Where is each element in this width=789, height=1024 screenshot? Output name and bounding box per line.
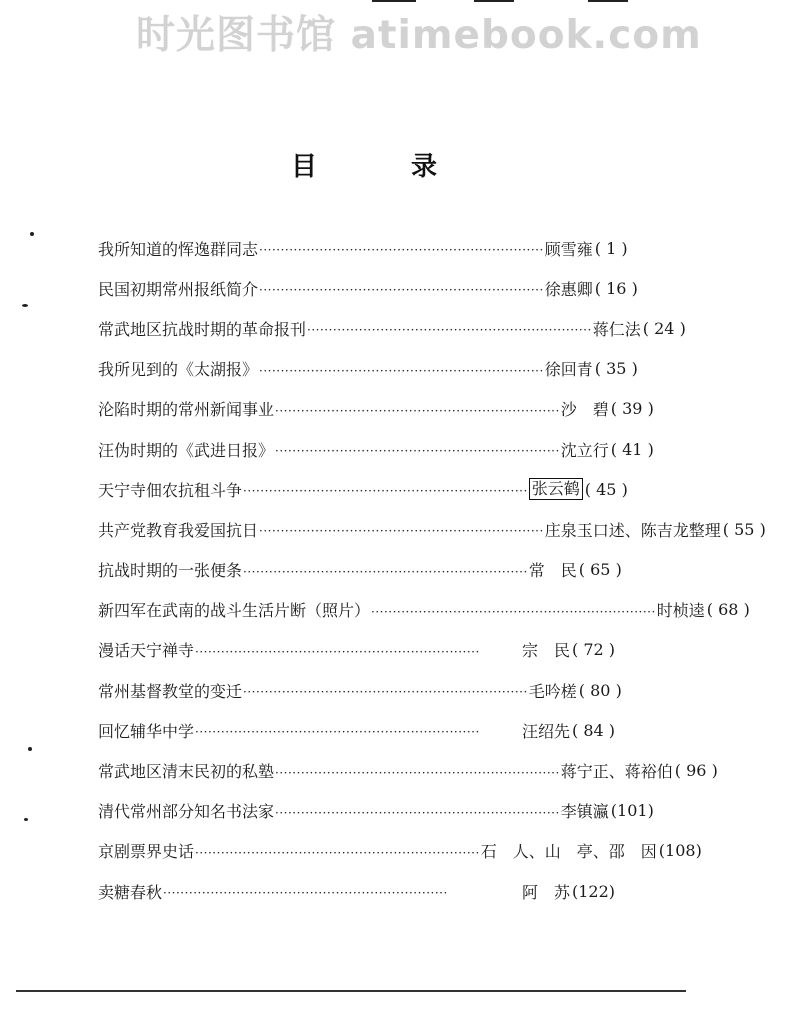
toc-entry-title: 回忆辅华中学: [98, 721, 195, 741]
toc-entry-page: ( 24 ): [642, 318, 686, 338]
toc-entry[interactable]: [98, 710, 638, 750]
toc-leader-dots: ··································································: [259, 524, 544, 539]
toc-entry-page: ( 41 ): [610, 439, 654, 459]
toc-entry-title: 常武地区清末民初的私塾: [98, 762, 275, 782]
toc-leader-dots: ··································································: [275, 805, 560, 820]
toc-entry-page: ( 65 ): [578, 560, 622, 580]
toc-entry-page: ( 39 ): [610, 399, 654, 419]
toc-entry-author: 汪绍先: [521, 721, 570, 741]
toc-entry-author: 庄泉玉口述、陈吉龙整理: [544, 520, 721, 540]
toc-entry[interactable]: [98, 670, 638, 710]
toc-entry-page: ( 96 ): [674, 761, 718, 781]
page-title: [0, 150, 704, 190]
toc-entry-title: 天宁寺佃农抗租斗争: [98, 480, 243, 500]
toc-leader-dots: ··································································: [307, 323, 592, 338]
toc-entry-title: 漫话天宁禅寺: [98, 641, 195, 661]
top-rule: [372, 0, 416, 2]
page-title-char-2: 录: [411, 152, 438, 182]
toc-entry-title: 卖糖春秋: [98, 882, 163, 902]
toc-entry[interactable]: [98, 630, 638, 670]
toc-leader-dots: ··································································: [275, 444, 560, 459]
toc-entry-author: 徐惠卿: [544, 279, 593, 299]
toc-entry-author: 蒋仁法: [592, 319, 641, 339]
toc-entry-author: 常 民: [528, 561, 577, 581]
toc-leader-dots: ··································································: [195, 845, 480, 860]
toc-entry[interactable]: [98, 750, 718, 790]
toc-entry-author: 李镇瀛: [560, 802, 609, 822]
toc-entry[interactable]: [98, 871, 638, 911]
toc-entry-author: 阿 苏: [521, 882, 570, 902]
scan-speck: [28, 747, 32, 751]
scan-speck: [30, 232, 34, 236]
toc-entry[interactable]: [98, 791, 654, 831]
toc-entry-page: ( 55 ): [722, 519, 766, 539]
toc-entry-author: 毛吟槎: [528, 681, 577, 701]
toc-entry-page: ( 1 ): [594, 238, 628, 258]
toc-entry-title: 沦陷时期的常州新闻事业: [98, 400, 275, 420]
toc-leader-dots: ··································································: [275, 765, 560, 780]
toc-entry-page: (122): [572, 881, 616, 901]
toc-entry-author: 时桢逵: [656, 601, 705, 621]
toc-leader-dots: ··································································: [259, 243, 544, 258]
toc-leader-dots: ··································································: [243, 484, 528, 499]
toc-entry-title: 我所知道的恽逸群同志: [98, 239, 259, 259]
toc-leader-dots: ··································································: [243, 685, 528, 700]
toc-entry[interactable]: [98, 509, 766, 549]
toc-entry-title: 清代常州部分知名书法家: [98, 802, 275, 822]
toc-entry-page: (108): [658, 841, 702, 861]
toc-entry[interactable]: [98, 590, 750, 630]
toc-leader-dots: ··································································: [195, 644, 480, 659]
toc-entry-author-boxed: 张云鹤: [529, 478, 583, 500]
toc-entry[interactable]: [98, 429, 654, 469]
toc-entry[interactable]: [98, 349, 638, 389]
toc-leader-dots: ··································································: [243, 564, 528, 579]
toc-entry-author: 蒋宁正、蒋裕伯: [560, 762, 673, 782]
toc-leader-dots: ··································································: [259, 363, 544, 378]
toc-entry-page: ( 16 ): [594, 278, 638, 298]
toc-entry-page: ( 72 ): [572, 640, 616, 660]
toc-leader-dots: ··································································: [195, 725, 480, 740]
toc-entry[interactable]: [98, 469, 638, 509]
toc-leader-dots: ··································································: [163, 886, 448, 901]
toc-entry-title: 汪伪时期的《武进日报》: [98, 440, 275, 460]
toc-entry[interactable]: [98, 389, 654, 429]
watermark: 时光图书馆 atimebook.com: [136, 13, 702, 58]
toc-entry-title: 共产党教育我爱国抗日: [98, 520, 259, 540]
toc-entry-title: 抗战时期的一张便条: [98, 561, 243, 581]
toc-entry[interactable]: [98, 228, 638, 268]
bottom-rule: [16, 990, 686, 992]
toc-entry-author: 沈立行: [560, 440, 609, 460]
toc-entry-author: 徐回青: [544, 360, 593, 380]
toc-entry-title: 我所见到的《太湖报》: [98, 360, 259, 380]
toc-leader-dots: ··································································: [275, 403, 560, 418]
toc-entry-title: 京剧票界史话: [98, 842, 195, 862]
toc-leader-dots: ··································································: [259, 283, 544, 298]
toc-entry-page: ( 80 ): [578, 680, 622, 700]
toc-entry-title: 常武地区抗战时期的革命报刊: [98, 319, 307, 339]
top-rule: [588, 0, 628, 2]
scan-speck: [22, 304, 28, 307]
toc-entry-author: 沙 碧: [560, 400, 609, 420]
toc-entry[interactable]: [98, 308, 686, 348]
toc-entry-page: ( 84 ): [572, 720, 616, 740]
table-of-contents: [98, 228, 766, 911]
toc-entry[interactable]: [98, 550, 638, 590]
top-rule: [474, 0, 514, 2]
toc-leader-dots: ··································································: [371, 604, 656, 619]
toc-entry-title: 新四军在武南的战斗生活片断（照片）: [98, 601, 371, 621]
toc-entry-author: 顾雪雍: [544, 239, 593, 259]
toc-entry[interactable]: [98, 268, 638, 308]
toc-entry-author: 石 人、山 亭、邵 因: [480, 842, 657, 862]
toc-entry-title: 民国初期常州报纸简介: [98, 279, 259, 299]
toc-entry-page: ( 35 ): [594, 359, 638, 379]
toc-entry[interactable]: [98, 831, 702, 871]
toc-entry-page: ( 45 ): [584, 479, 628, 499]
page-title-char-1: 目: [291, 152, 318, 182]
toc-entry-author: 宗 民: [521, 641, 570, 661]
toc-entry-page: ( 68 ): [706, 600, 750, 620]
toc-entry-title: 常州基督教堂的变迁: [98, 681, 243, 701]
scan-speck: [24, 818, 28, 821]
toc-entry-page: (101): [610, 801, 654, 821]
